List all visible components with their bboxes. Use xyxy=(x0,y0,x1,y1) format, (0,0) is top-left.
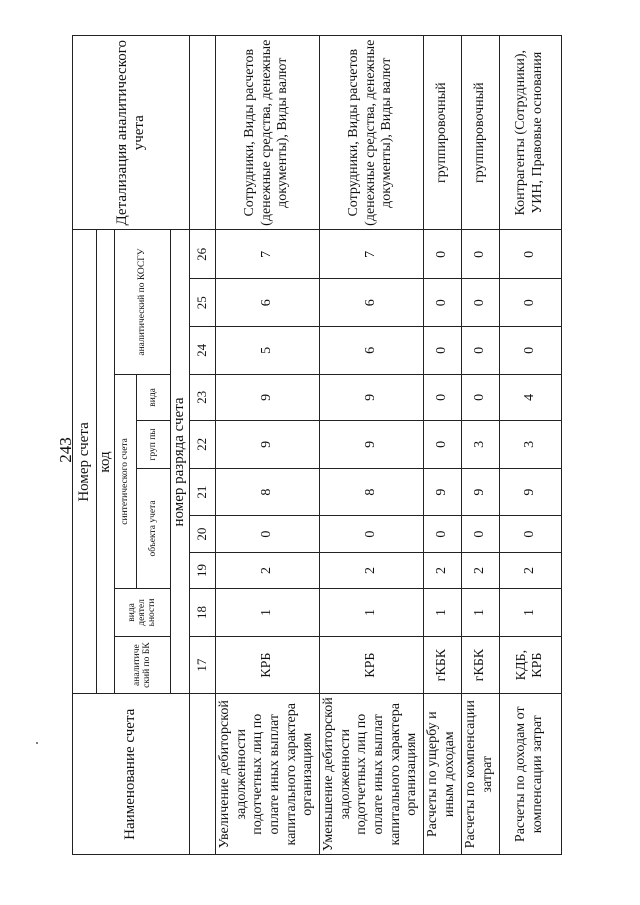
digit-20: 20 xyxy=(189,516,215,552)
table-row xyxy=(319,36,423,855)
cell-c23: 9 xyxy=(319,374,423,420)
cell-c26: 7 xyxy=(215,230,319,279)
row-name: Расчеты по ущербу и иным доходам xyxy=(423,694,461,855)
cell-c18: 1 xyxy=(215,589,319,637)
cell-c21: 8 xyxy=(319,468,423,516)
cell-c17: гКБК xyxy=(423,636,461,694)
header-group: груп пы xyxy=(137,421,171,469)
table-row xyxy=(423,36,461,855)
cell-c24: 5 xyxy=(215,327,319,375)
digit-24: 24 xyxy=(189,327,215,375)
header-kind: вида xyxy=(137,374,171,420)
row-detail: группировочный xyxy=(423,36,461,230)
cell-c22: 9 xyxy=(215,421,319,469)
cell-c20: 0 xyxy=(499,516,561,552)
digit-26: 26 xyxy=(189,230,215,279)
digit-empty xyxy=(189,36,215,230)
digit-23: 23 xyxy=(189,374,215,420)
cell-c24: 0 xyxy=(461,327,499,375)
cell-c17: гКБК xyxy=(461,636,499,694)
cell-c18: 1 xyxy=(461,589,499,637)
row-detail: Сотрудники, Виды расчетов (денежные средства, денежные документы), Виды валют xyxy=(215,36,319,230)
header-code: код xyxy=(97,230,115,694)
digit-21: 21 xyxy=(189,468,215,516)
digit-22: 22 xyxy=(189,421,215,469)
header-analytic-bk: аналитиче ский по БК xyxy=(115,636,171,694)
cell-c24: 0 xyxy=(499,327,561,375)
header-synthetic: синтетического счета xyxy=(115,374,137,588)
cell-c22: 3 xyxy=(461,421,499,469)
row-name: Расчеты по компенсации затрат xyxy=(461,694,499,855)
cell-c21: 9 xyxy=(499,468,561,516)
cell-c21: 9 xyxy=(461,468,499,516)
cell-c25: 6 xyxy=(319,279,423,327)
row-name: Увеличение дебиторской задолженности подотчетных лиц по оплате иных выплат капитального характера организациям xyxy=(215,694,319,855)
header-digit-number: номер разряда счета xyxy=(171,230,189,694)
cell-c20: 0 xyxy=(319,516,423,552)
cell-c19: 2 xyxy=(319,552,423,588)
cell-c19: 2 xyxy=(461,552,499,588)
cell-c24: 0 xyxy=(423,327,461,375)
cell-c17: КРБ xyxy=(215,636,319,694)
cell-c17: КРБ xyxy=(319,636,423,694)
cell-c18: 1 xyxy=(499,589,561,637)
cell-c20: 0 xyxy=(215,516,319,552)
cell-c26: 0 xyxy=(423,230,461,279)
header-account-name: Наименование счета xyxy=(73,694,190,855)
cell-c25: 0 xyxy=(461,279,499,327)
scan-speck xyxy=(36,742,38,744)
row-detail: Контрагенты (Сотрудники), УИН, Правовые основания xyxy=(499,36,561,230)
digit-17: 17 xyxy=(189,636,215,694)
digit-empty xyxy=(189,694,215,855)
cell-c23: 4 xyxy=(499,374,561,420)
accounts-table xyxy=(72,35,562,855)
table-row xyxy=(215,36,319,855)
row-detail: Сотрудники, Виды расчетов (денежные средства, денежные документы), Виды валют xyxy=(319,36,423,230)
digit-25: 25 xyxy=(189,279,215,327)
cell-c20: 0 xyxy=(461,516,499,552)
cell-c22: 9 xyxy=(319,421,423,469)
cell-c25: 6 xyxy=(215,279,319,327)
cell-c25: 0 xyxy=(423,279,461,327)
cell-c19: 2 xyxy=(423,552,461,588)
page-number: 243 xyxy=(56,437,75,463)
cell-c23: 9 xyxy=(215,374,319,420)
cell-c26: 0 xyxy=(461,230,499,279)
row-name: Расчеты по доходам от компенсации затрат xyxy=(499,694,561,855)
cell-c23: 0 xyxy=(461,374,499,420)
header-detail: Детализация аналитического учета xyxy=(73,36,190,230)
header-activity-type: вида деятел ьности xyxy=(115,589,171,637)
header-account-object: объекта учета xyxy=(137,468,171,588)
cell-c25: 0 xyxy=(499,279,561,327)
cell-c24: 6 xyxy=(319,327,423,375)
digit-18: 18 xyxy=(189,589,215,637)
header-analytic-kosgu: аналитический по КОСГУ xyxy=(115,230,171,374)
cell-c19: 2 xyxy=(215,552,319,588)
cell-c19: 2 xyxy=(499,552,561,588)
row-name: Уменьшение дебиторской задолженности подотчетных лиц по оплате иных выплат капитального характера организациям xyxy=(319,694,423,855)
cell-c18: 1 xyxy=(423,589,461,637)
table-row xyxy=(461,36,499,855)
cell-c21: 9 xyxy=(423,468,461,516)
cell-c22: 3 xyxy=(499,421,561,469)
cell-c17: КДБ, КРБ xyxy=(499,636,561,694)
cell-c21: 8 xyxy=(215,468,319,516)
row-detail: группировочный xyxy=(461,36,499,230)
rotated-table-wrapper xyxy=(72,35,545,855)
table-row xyxy=(499,36,561,855)
cell-c26: 7 xyxy=(319,230,423,279)
cell-c26: 0 xyxy=(499,230,561,279)
cell-c18: 1 xyxy=(319,589,423,637)
cell-c23: 0 xyxy=(423,374,461,420)
header-account-number: Номер счета xyxy=(73,230,97,694)
digit-19: 19 xyxy=(189,552,215,588)
cell-c22: 0 xyxy=(423,421,461,469)
cell-c20: 0 xyxy=(423,516,461,552)
